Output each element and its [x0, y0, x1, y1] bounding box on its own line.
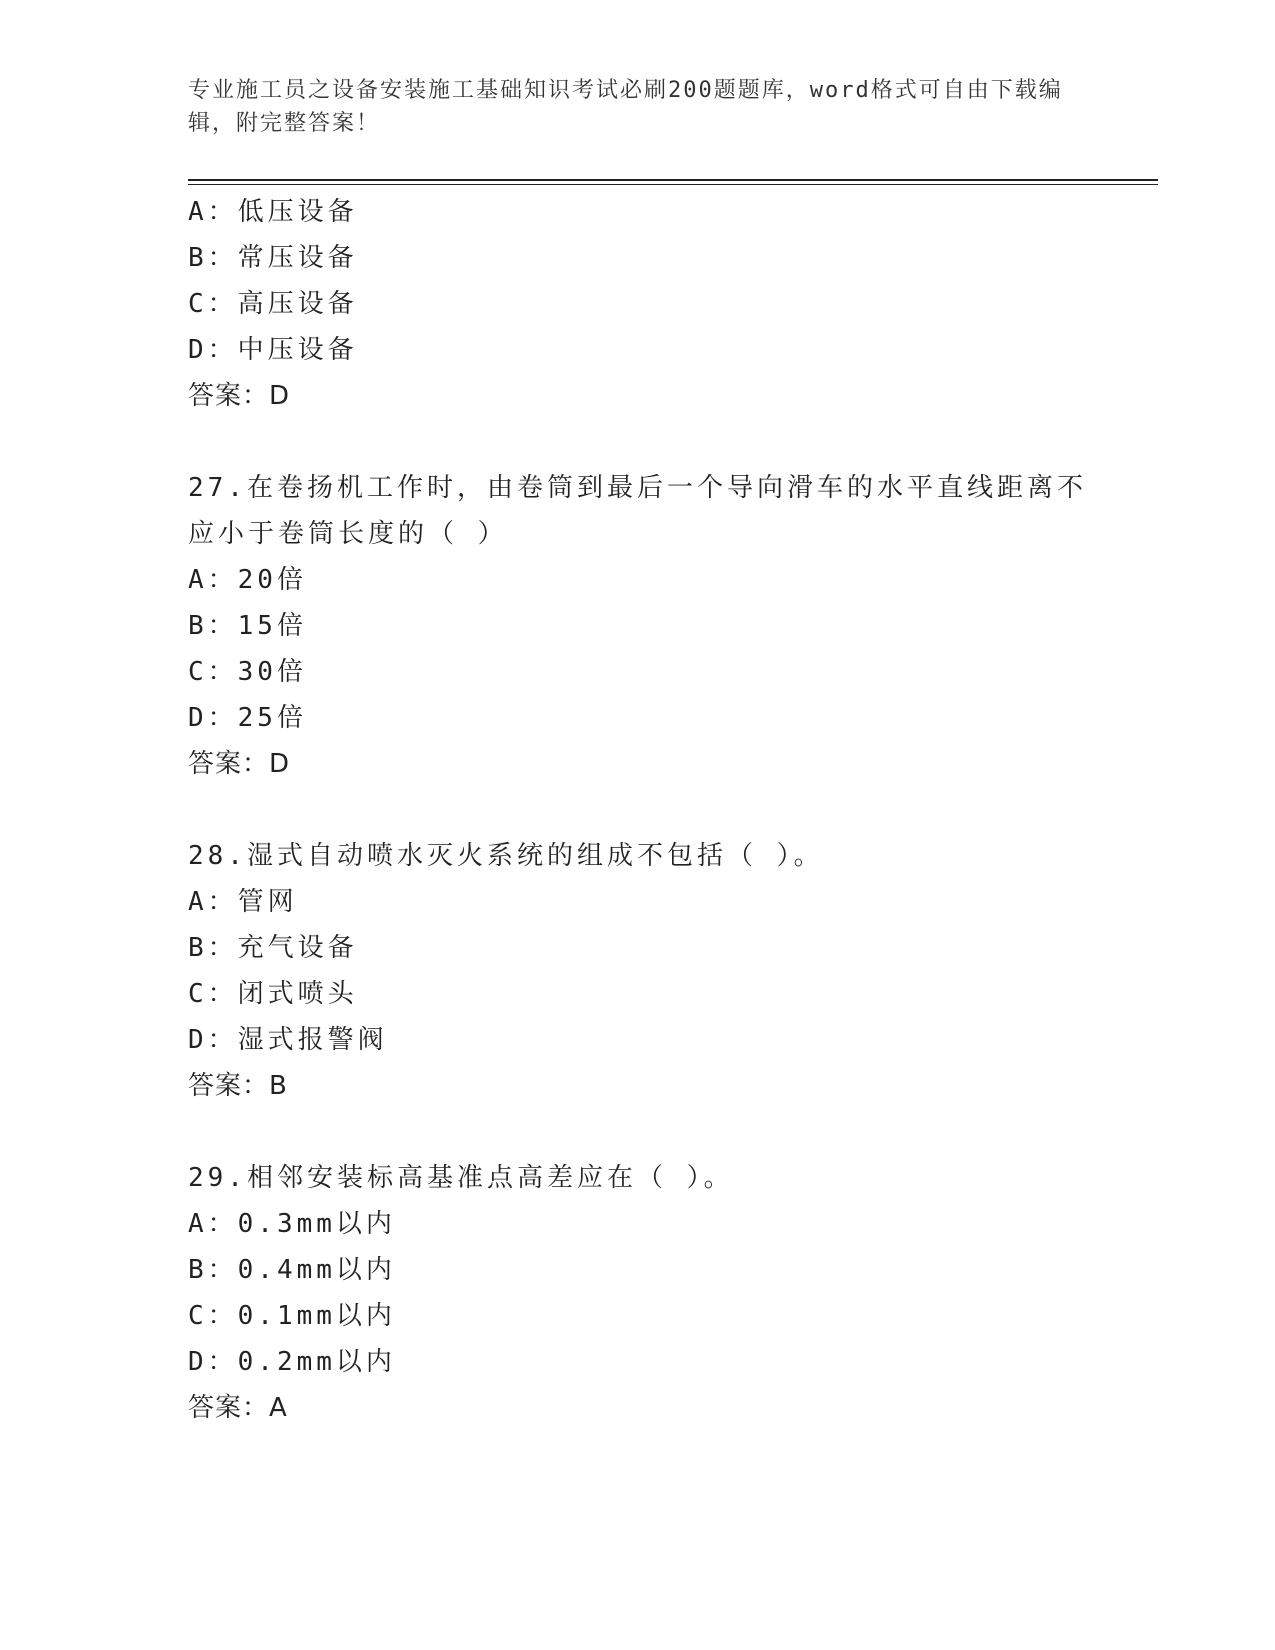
answer-line: 答案：D [188, 749, 291, 779]
option-d: D：中压设备 [188, 335, 358, 365]
question-29 [188, 1155, 1148, 1431]
option-b: B：15倍 [188, 611, 307, 641]
option-b: B：常压设备 [188, 243, 358, 273]
question-text: 29.相邻安装标高基准点高差应在（ ）。 [188, 1163, 734, 1193]
option-d: D：0.2mm以内 [188, 1347, 396, 1377]
option-c: C：0.1mm以内 [188, 1301, 396, 1331]
option-a: A：20倍 [188, 565, 307, 595]
option-b: B：0.4mm以内 [188, 1255, 396, 1285]
answer-line: 答案：A [188, 1393, 288, 1423]
question-text: 28.湿式自动喷水灭火系统的组成不包括（ ）。 [188, 841, 824, 871]
answer-line: 答案：B [188, 1071, 288, 1101]
question-text: 27.在卷扬机工作时，由卷筒到最后一个导向滑车的水平直线距离不应小于卷筒长度的（ ） [188, 473, 1087, 549]
option-d: D：25倍 [188, 703, 307, 733]
header-rule-thin [188, 184, 1158, 185]
question-27 [188, 465, 1148, 787]
option-c: C：30倍 [188, 657, 307, 687]
document-header: 专业施工员之设备安装施工基础知识考试必刷200题题库，word格式可自由下载编辑，附完整答案！ [188, 78, 1063, 136]
option-a: A：0.3mm以内 [188, 1209, 396, 1239]
option-b: B：充气设备 [188, 933, 358, 963]
answer-line: 答案：D [188, 381, 291, 411]
option-c: C：闭式喷头 [188, 979, 358, 1009]
question-list [188, 189, 1148, 1431]
header-rule-thick [188, 179, 1158, 181]
question-28 [188, 833, 1148, 1109]
option-c: C：高压设备 [188, 289, 358, 319]
option-d: D：湿式报警阀 [188, 1025, 388, 1055]
question-26-continued [188, 189, 1148, 419]
option-a: A：管网 [188, 887, 298, 917]
option-a: A：低压设备 [188, 197, 358, 227]
